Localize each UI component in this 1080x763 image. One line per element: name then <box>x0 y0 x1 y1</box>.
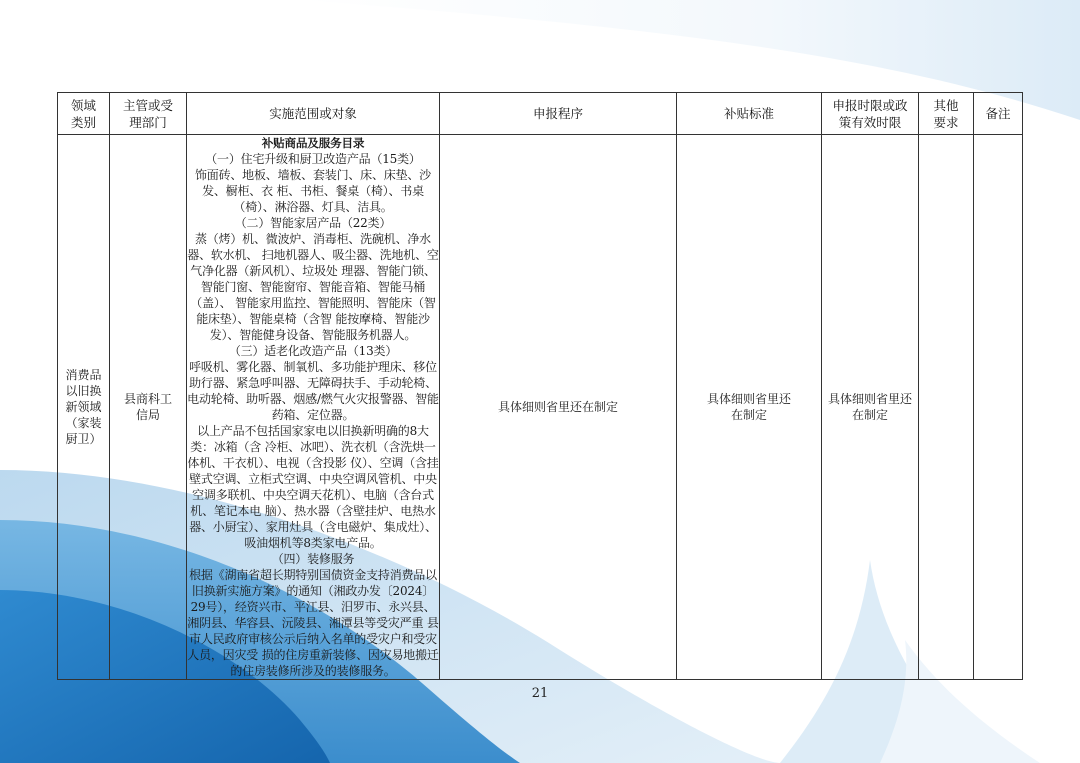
scope-line-6: 呼吸机、雾化器、制氧机、多功能护理床、移位助行器、紧急呼叫器、无障碍扶手、手动轮椅、电动轮椅、助听器、烟感/燃气火灾报警器、智能药箱、定位器。 <box>187 360 439 422</box>
cell-department <box>110 135 187 680</box>
cell-other <box>919 135 974 680</box>
domain-text: 消费品以旧换新领域（家装厨卫） <box>65 368 102 446</box>
department-text: 县商科工信局 <box>123 392 172 422</box>
header-deadline: 申报时限或政策有效时限 <box>822 93 919 135</box>
scope-line-3: （二）智能家居产品（22类） <box>234 216 392 230</box>
scope-line-5: （三）适老化改造产品（13类） <box>228 344 398 358</box>
scope-line-8: （四）装修服务 <box>271 552 355 566</box>
scope-title: 补贴商品及服务目录 <box>261 136 365 150</box>
scope-line-4: 蒸（烤）机、微波炉、消毒柜、洗碗机、净水器、软水机、 扫地机器人、吸尘器、洗地机、空气净化器（新风机）、垃圾处 理器、智能门锁、智能门窗、智能窗帘、智能音箱、智能马桶（盖）、 智能家用监控、智能照明、智能床（智能床垫）、智能桌椅（含智 能按摩椅、智能沙发）、智能健身设备、智能服务机器人。 <box>187 232 439 342</box>
header-remarks: 备注 <box>974 93 1023 135</box>
table-header-row <box>58 93 1023 135</box>
cell-standard <box>677 135 822 680</box>
page-number: 21 <box>531 686 549 701</box>
header-standard: 补贴标准 <box>677 93 822 135</box>
subsidy-table <box>57 92 1023 680</box>
standard-text: 具体细则省里还在制定 <box>707 392 792 422</box>
cell-scope <box>187 135 440 680</box>
scope-line-7: 以上产品不包括国家家电以旧换新明确的8大类：冰箱（含 冷柜、冰吧）、洗衣机（含洗烘一体机、干衣机）、电视（含投影 仪）、空调（含挂壁式空调、立柜式空调、中央空调风管机、中央空调多联机、中央空调天花机）、电脑（含台式机、笔记本电 脑）、热水器（含壁挂炉、电热水器、小厨宝）、家用灶具（含电磁炉、集成灶）、吸油烟机等8类家电产品。 <box>187 424 439 550</box>
header-other: 其他要求 <box>919 93 974 135</box>
scope-line-2: 饰面砖、地板、墙板、套装门、床、床垫、沙发、橱柜、衣 柜、书柜、餐桌（椅）、书桌（椅）、淋浴器、灯具、洁具。 <box>194 168 431 214</box>
header-procedure: 申报程序 <box>440 93 677 135</box>
cell-domain <box>58 135 110 680</box>
cell-procedure <box>440 135 677 680</box>
header-domain: 领域类别 <box>58 93 110 135</box>
table-row <box>58 135 1023 680</box>
header-department: 主管或受理部门 <box>110 93 187 135</box>
scope-line-1: （一）住宅升级和厨卫改造产品（15类） <box>205 152 421 166</box>
header-scope: 实施范围或对象 <box>187 93 440 135</box>
deadline-text: 具体细则省里还在制定 <box>828 392 913 422</box>
cell-deadline <box>822 135 919 680</box>
procedure-text: 具体细则省里还在制定 <box>497 400 618 414</box>
scope-line-9: 根据《湖南省超长期特别国债资金支持消费品以旧换新实施方案》的通知（湘政办发〔2024〕29号），经资兴市、平江县、汨罗市、永兴县、湘阴县、华容县、沅陵县、湘潭县等受灾严重 县市人民政府审核公示后纳入名单的受灾户和受灾人员，因灾受 损的住房重新装修、因灾易地搬迁的住房装修所涉及的装修服务。 <box>187 568 439 678</box>
cell-remarks <box>974 135 1023 680</box>
